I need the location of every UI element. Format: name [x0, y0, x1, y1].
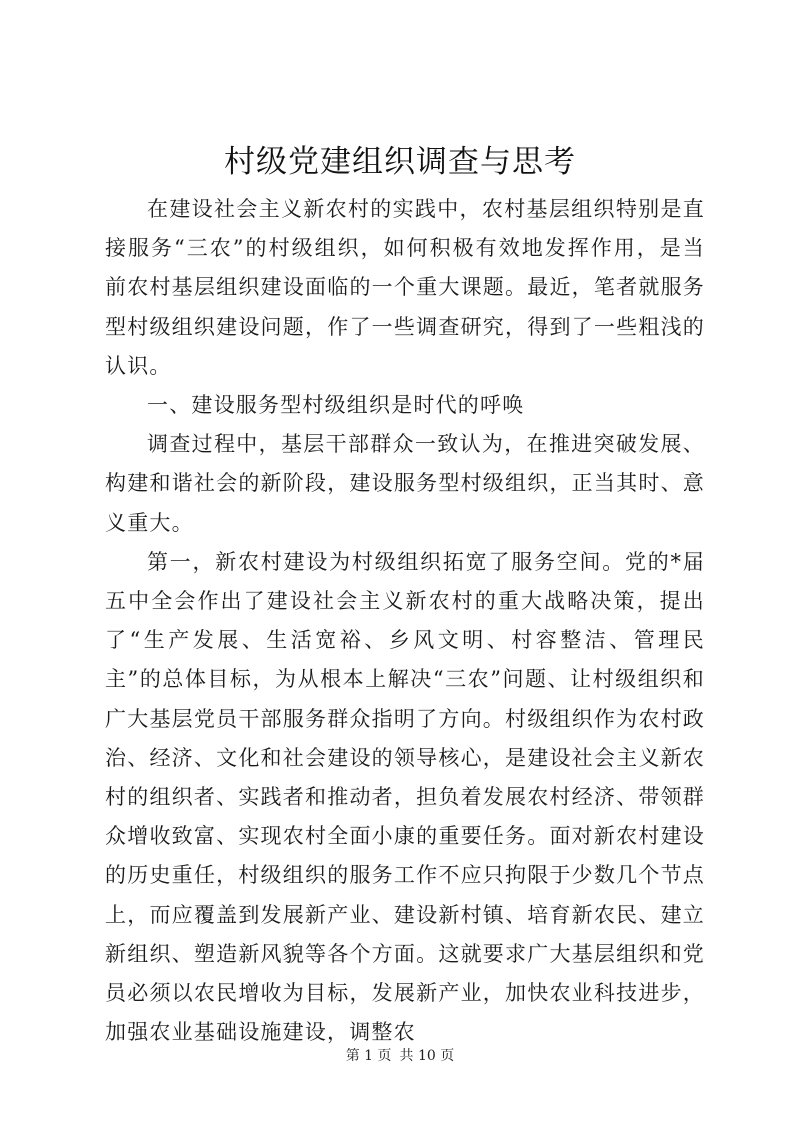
paragraph-first-point: 第一，新农村建设为村级组织拓宽了服务空间。党的*届五中全会作出了建设社会主义新农村的重大战略决策，提出了“生产发展、生活宽裕、乡风文明、村容整洁、管理民主”的总体目标，为从根本上解决“三农”问题、让村级组织和广大基层党员干部服务群众指明了方向。村级组织作为农村政治、经济、文化和社会建设的领导核心，是建设社会主义新农村的组织者、实践者和推动者，担负着发展农村经济、带领群众增收致富、实现农村全面小康的重要任务。面对新农村建设的历史重任，村级组织的服务工作不应只拘限于少数几个节点上，而应覆盖到发展新产业、建设新村镇、培育新农民、建立新组织、塑造新风貌等各个方面。这就要求广大基层组织和党员必须以农民增收为目标，发展新产业，加快农业科技进步，加强农业基础设施建设，调整农	[105, 549, 705, 1045]
section-heading-1: 一、建设服务型村级组织是时代的呼唤	[147, 393, 525, 418]
paragraph-intro: 在建设社会主义新农村的实践中，农村基层组织特别是直接服务“三农”的村级组织，如何积极有效地发挥作用，是当前农村基层组织建设面临的一个重大课题。最近，笔者就服务型村级组织建设问题，作了一些调查研究，得到了一些粗浅的认识。	[105, 197, 705, 378]
document-body	[105, 190, 705, 1052]
page-number: 第 1 页	[345, 1048, 392, 1064]
document-title: 村级党建组织调查与思考	[224, 144, 576, 180]
paragraph-survey: 调查过程中，基层干部群众一致认为，在推进突破发展、构建和谐社会的新阶段，建设服务型村级组织，正当其时、意义重大。	[105, 432, 705, 535]
page-total: 共 10 页	[399, 1048, 455, 1064]
page-footer	[0, 1046, 800, 1066]
